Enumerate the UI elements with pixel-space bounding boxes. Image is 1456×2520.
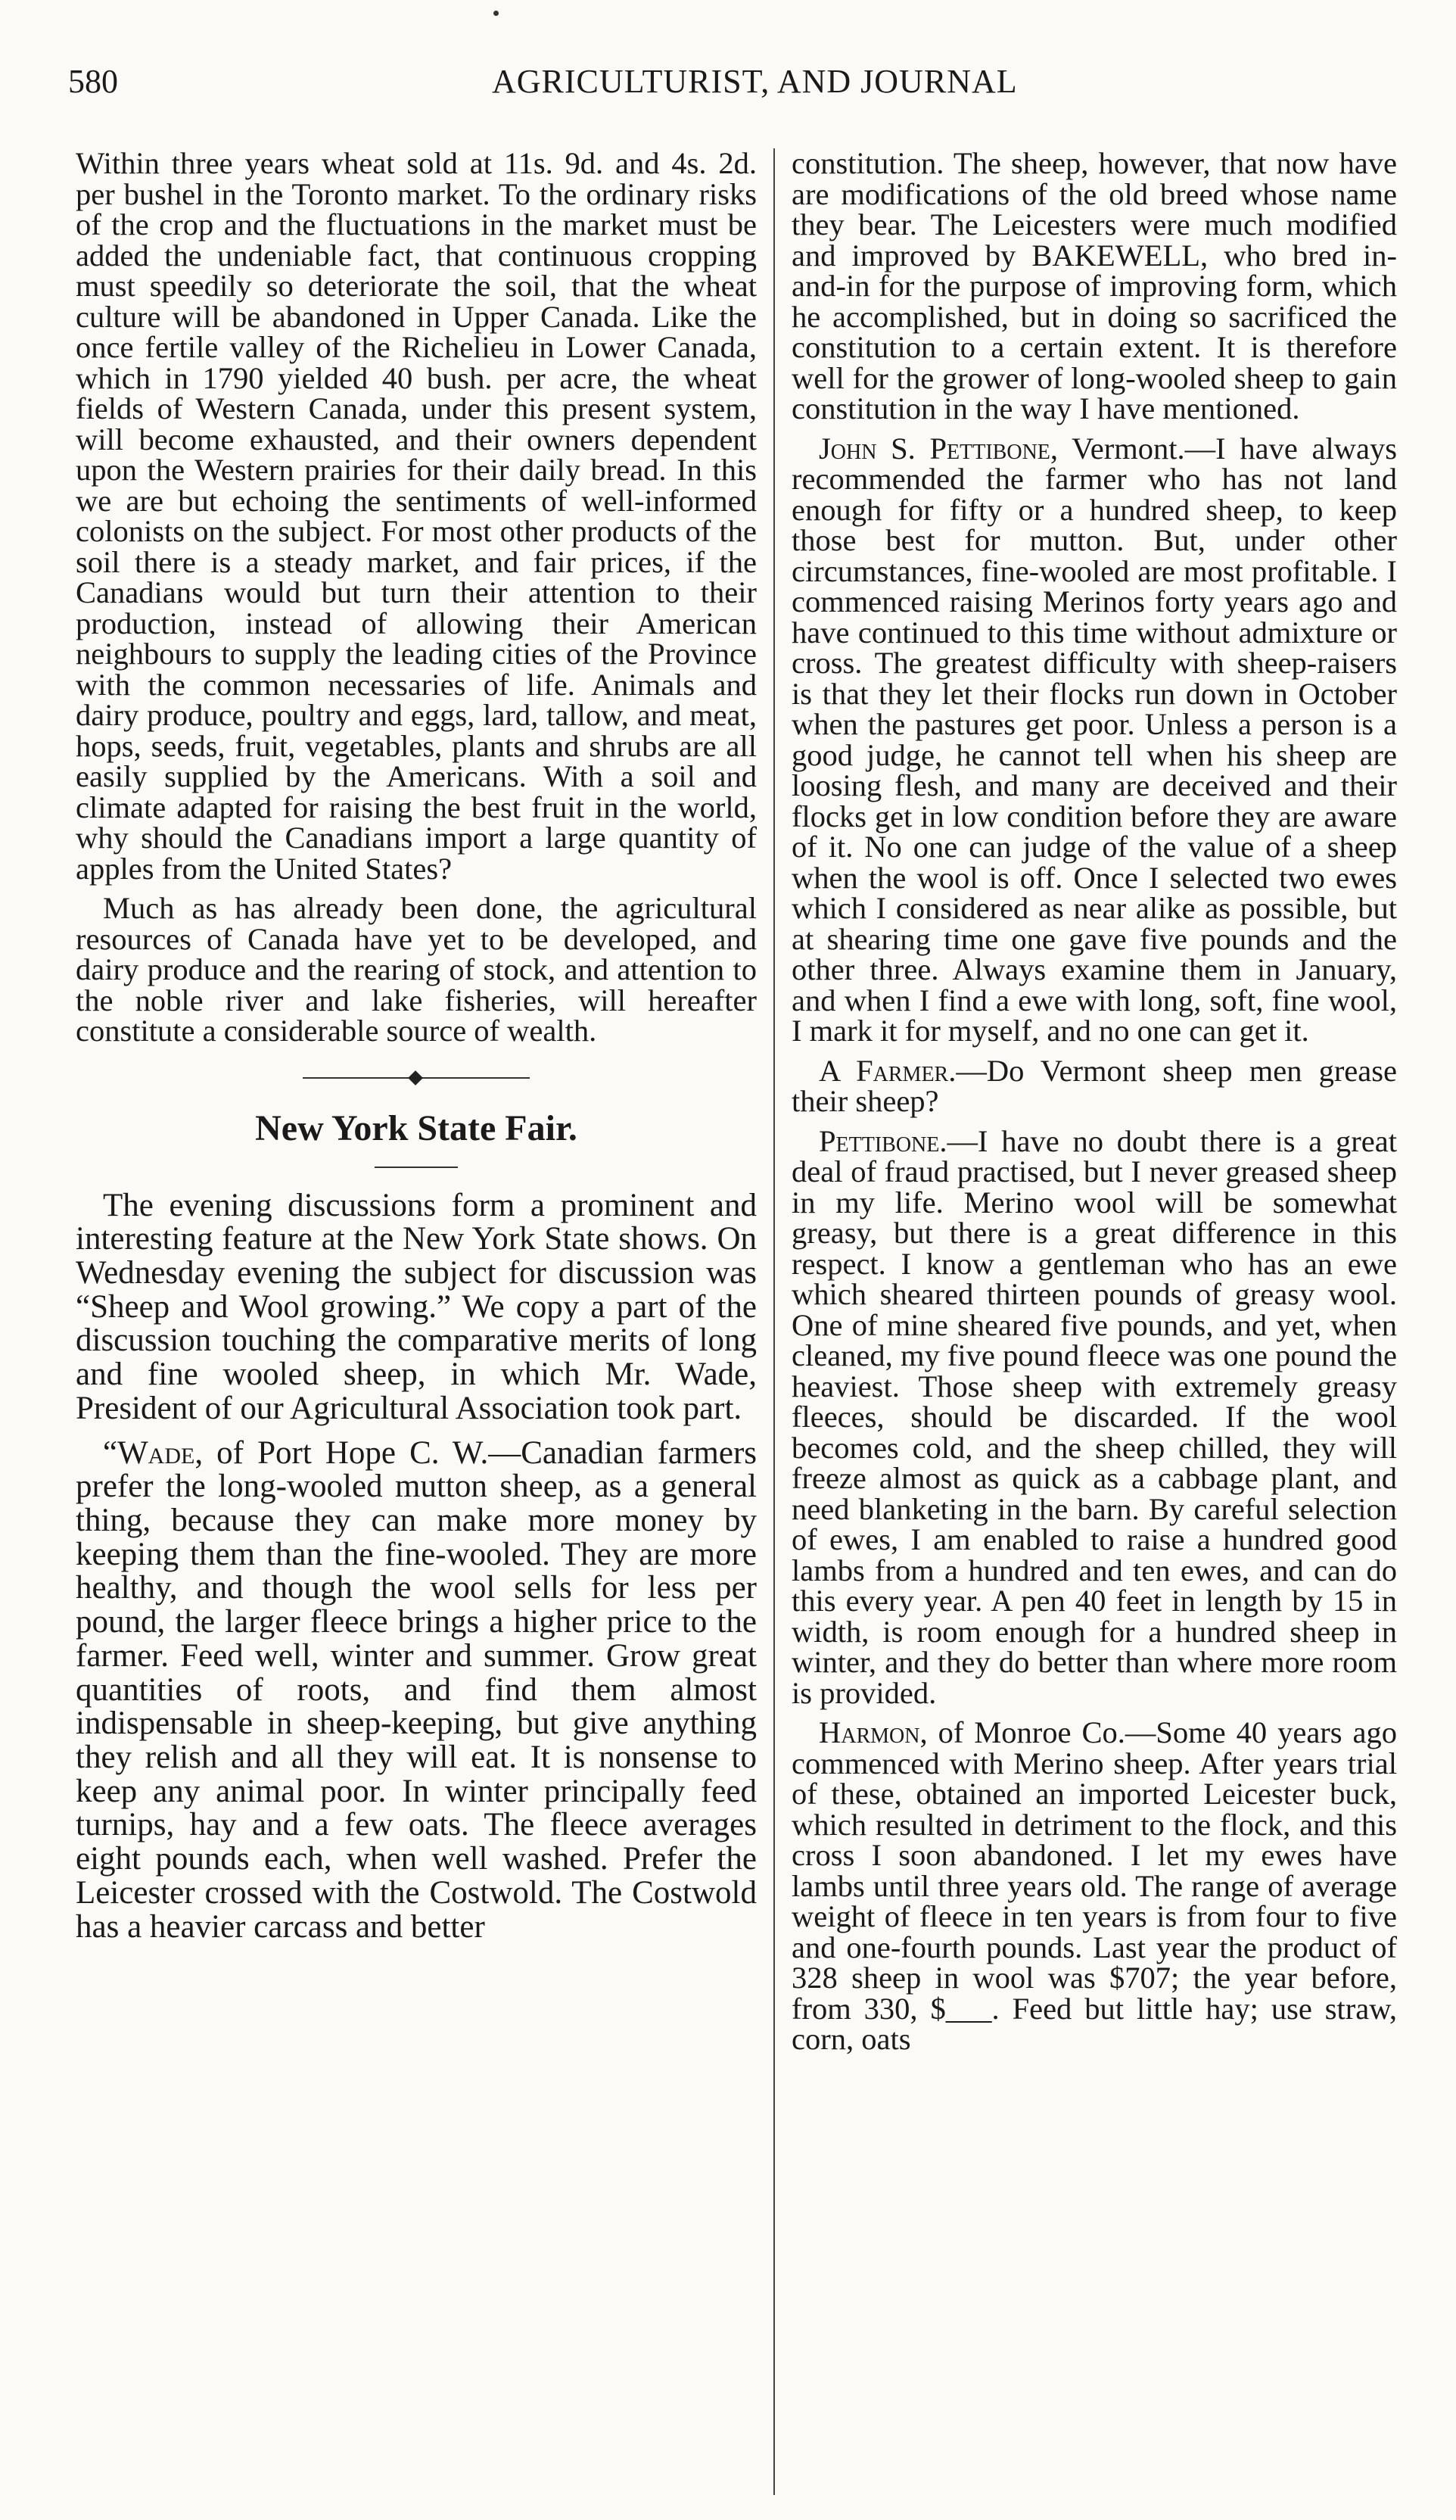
wade-text: , of Port Hope C. W.—Canadian farmers prefer the long-wooled mutton sheep, as a general thing, because they can make more money by keeping them than the fine-wooled. They are more healthy, and though the wool sells for less per pound, the larger fleece brings a higher price to the farmer. Feed well, winter and summer. Grow great quantities of roots, and find them almost indispensable in sheep-keeping, but give anything they relish and all they will eat. It is nonsense to keep any animal poor. In winter principally feed turnips, hay and a few oats. The fleece averages eight pounds each, when well washed. Prefer the Leicester crossed with the Costwold. The Costwold has a heavier carcass and better [76,1434,757,1945]
discussion-block [76,1189,757,1945]
pettibone-paragraph-1 [792,431,1398,1048]
speaker-pettibone-1: John S. Pettibone [819,431,1050,466]
section-ornament [76,1067,757,1089]
resources-paragraph: Much as has already been done, the agricultural resources of Canada have yet to be developed, and dairy produce and the rearing of stock, and attention to the noble river and lake fisheries, will hereafter constitute a considerable source of wealth. [76,891,757,1048]
intro-paragraph: The evening discussions form a prominent and interesting feature at the New York State shows. On Wednesday evening the subject for discussion was “Sheep and Wool growing.” We copy a part of the discussion touching the comparative merits of long and fine wooled sheep, in which Mr. Wade, President of our Agricultural Association took part. [76,1187,757,1426]
wade-open-quote: “ [103,1434,118,1471]
farmer-paragraph [792,1053,1397,1118]
speaker-harmon: Harmon [819,1715,920,1749]
wheat-paragraph: Within three years wheat sold at 11s. 9d. and 4s. 2d. per bushel in the Toronto market. To the ordinary risks of the crop and the fluctuations in the market must be added the undeniable fact, that continuous cropping must speedily so deteriorate the soil, that the wheat culture will be abandoned in Upper Canada. Like the once fertile valley of the Richelieu in Lower Canada, which in 1790 yielded 40 bush. per acre, the wheat fields of Western Canada, under this present system, will become exhausted, and their owners dependent upon the Western prairies for their daily bread. In this we are but echoing the sentiments of well-informed colonists on the subject. For most other products of the soil there is a steady market, and fair prices, if the Canadians would but turn their attention to their production, instead of allowing their American neighbours to supply the leading cities of the Province with the common necessaries of life. Animals and dairy produce, poultry and eggs, lard, tallow, and meat, hops, seeds, fruit, vegetables, plants and shrubs are all easily supplied by the Americans. With a soil and climate adapted for raising the best fruit in the world, why should the Canadians import a large quantity of apples from the United States? [76,146,757,886]
harmon-text: , of Monroe Co.—Some 40 years ago commenced with Merino sheep. After years trial of these, obtained an imported Leicester buck, which resulted in detriment to the flock, and this cross I soon abandoned. I let my ewes have lambs until three years old. The range of average weight of fleece in ten years is from four to five and one-fourth pounds. Last year the product of 328 sheep in wool was $707; the year before, from 330, $___. Feed but little hay; use straw, corn, oats [792,1715,1397,2056]
ornament-diamond-icon [408,1070,423,1086]
ink-dot [493,11,499,16]
right-column [792,148,1397,2064]
speaker-farmer: A Farmer [819,1053,949,1088]
page-number: 580 [68,63,118,100]
wade-paragraph [76,1434,757,1945]
harmon-paragraph [792,1715,1397,2056]
constitution-paragraph: constitution. The sheep, however, that now have are modifications of the old breed whose name they bear. The Leicesters were much modified and improved by BAKEWELL, who bred in-and-in for the purpose of improving form, which he accomplished, but in doing so sacrificed the constitution to a certain extent. It is therefore well for the grower of long-wooled sheep to gain constitution in the way I have mentioned. [792,146,1397,425]
left-column [76,148,757,1955]
farmer-text: .—Do Vermont sheep men grease their sheep? [792,1053,1397,1118]
pettibone-paragraph-2 [792,1123,1397,1710]
section-title: New York State Fair. [255,1107,577,1148]
speaker-pettibone-2: Pettibone [819,1123,940,1158]
running-head: AGRICULTURIST, AND JOURNAL [492,63,1018,100]
column-divider [773,148,775,2495]
pettibone-text-1: , Vermont.—I have always recommended the farmer who has not land enough for fifty or a hundred sheep, to keep those best for mutton. But, under other circumstances, fine-wooled are most profitable. I commenced raising Merinos forty years ago and have continued to this time without admixture or cross. The greatest difficulty with sheep-raisers is that they let their flocks run down in October when the pastures get poor. Unless a person is a good judge, he cannot tell when his sheep are loosing flesh, and many are deceived and their flocks get in low condition before they are aware of it. No one can judge of the value of a sheep when the wool is off. Once I selected two ewes which I considered as near alike as possible, but at shearing time one gave five pounds and the other three. Always examine them in January, and when I find a ewe with long, soft, fine wool, I mark it for myself, and no one can get it. [792,431,1398,1048]
pettibone-text-2: .—I have no doubt there is a great deal of fraud practised, but I never greased sheep in my life. Merino wool will be somewhat greasy, but there is a great difference in this respect. I know a gentleman who has an ewe which sheared thirteen pounds of greasy wool. One of mine sheared five pounds, and yet, when cleaned, my five pound fleece was one pound the heaviest. Those sheep with extremely greasy fleeces, should be discarded. If the wool becomes cold, and the sheep chilled, they will freeze almost as quick as a cabbage plant, and need blanketing in the barn. By careful selection of ewes, I am enabled to raise a hundred good lambs from a hundred and ten ewes, and can do this every year. A pen 40 feet in length by 15 in width, is room enough for a hundred sheep in winter, and they do better than where more room is provided. [792,1123,1397,1710]
speaker-wade: Wade [117,1434,195,1471]
title-rule [375,1167,458,1168]
page-header [68,62,1067,115]
